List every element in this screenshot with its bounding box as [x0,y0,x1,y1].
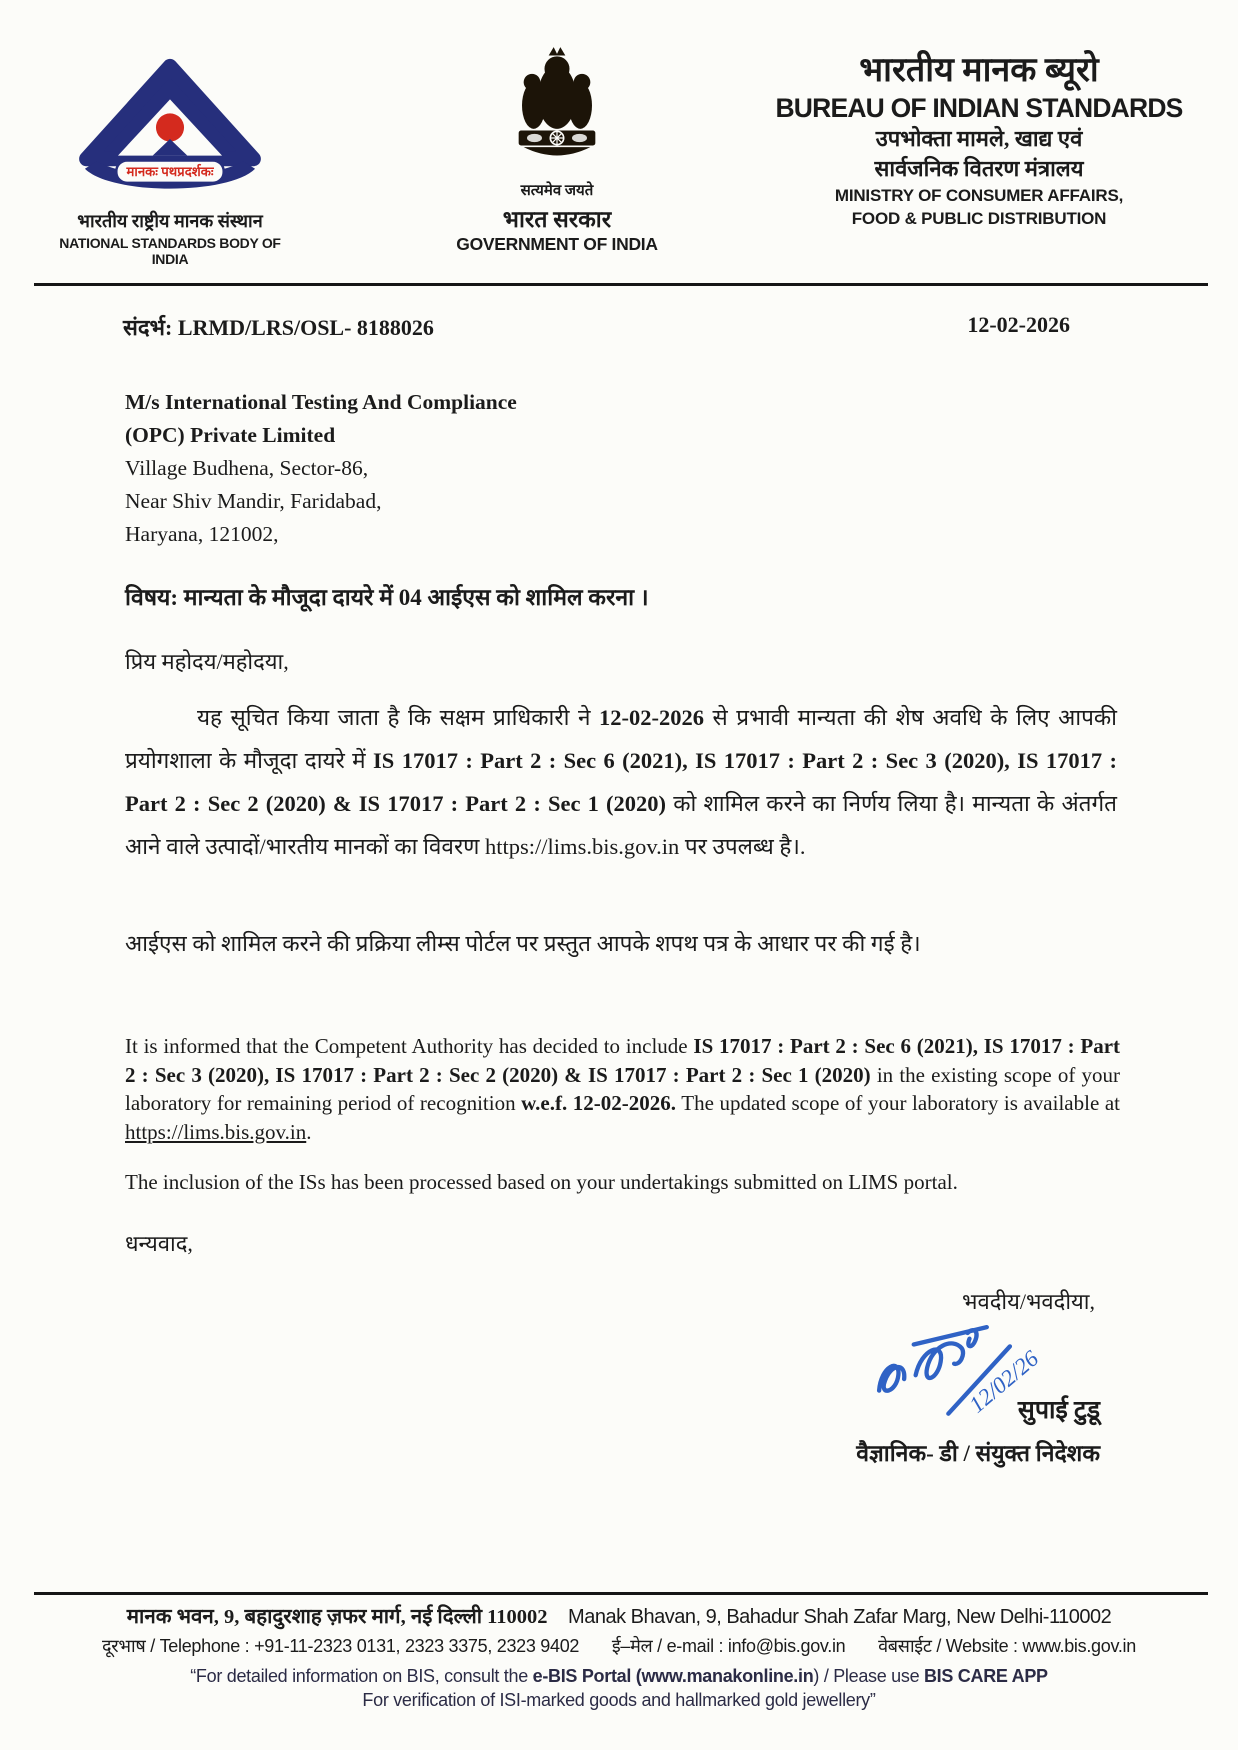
regards-line: भवदीय/भवदीया, [962,1289,1095,1314]
signatory-designation: वैज्ञानिक- डी / संयुक्त निदेशक [856,1441,1100,1466]
ashoka-emblem-icon [507,42,607,174]
govt-hindi: भारत सरकार [502,207,612,232]
recipient-name-line1: M/s International Testing And Compliance [125,390,517,414]
footer-contact-line [0,1634,1238,1658]
body-paragraph-hindi-1: यह सूचित किया जाता है कि सक्षम प्राधिकारी ने 12-02-2026 से प्रभावी मान्यता की शेष अवधि के लिए आपकी प्रयोगशाला के मौजूदा दायरे में IS 17017 : Part 2 : Sec 6 (2021), IS 17017 : Part 2 : Sec 3 (2020), IS 17017 : Part 2 : Sec 2 (2020) & IS 17017 : Part 2 : Sec 1 (2020) को शामिल करने का निर्णय लिया है। मान्यता के अंतर्गत आने वाले उत्पादों/भारतीय मानकों का विवरण https://lims.bis.gov.in पर उपलब्ध है।. [125,705,1117,859]
org-name-english: NATIONAL STANDARDS BODY OF INDIA [59,235,281,267]
bis-logo-block [44,50,296,267]
letter-date: 12-02-2026 [967,312,1070,337]
recipient-address [125,386,517,551]
org-name-hindi: भारतीय राष्ट्रीय मानक संस्थान [77,211,263,231]
recipient-address-line1: Village Budhena, Sector-86, [125,456,369,480]
bis-logo-icon [75,50,265,200]
footer-address-line [0,1602,1238,1630]
govt-english: GOVERNMENT OF INDIA [456,234,658,254]
signature-date: 12/02/26 [963,1344,1044,1418]
emblem-motto: सत्यमेव जयते [520,183,594,199]
bureau-title-hindi: भारतीय मानक ब्यूरो [859,52,1099,89]
header-divider [34,283,1208,286]
body-paragraph-english-1: It is informed that the Competent Authority has decided to include IS 17017 : Part 2 : Sec 6 (2021), IS 17017 : Part 2 : Sec 3 (2020), IS 17017 : Part 2 : Sec 2 (2020) & IS 17017 : Part 2 : Sec 1 (2020) in the existing scope of your laboratory for remaining period of recognition w.e.f. 12-02-2026. The updated scope of your laboratory is available at https://lims.bis.gov.in. [125,1034,1121,1144]
body-paragraph-english-2: The inclusion of the ISs has been processed based on your undertakings submitted on LIMS portal. [125,1170,958,1194]
footer-divider [34,1592,1208,1595]
recipient-address-line2: Near Shiv Mandir, Faridabad, [125,489,382,513]
ministry-english-line2: FOOD & PUBLIC DISTRIBUTION [851,209,1107,228]
govt-emblem-block [443,42,671,255]
footer-note-line2: For verification of ISI-marked goods and hallmarked gold jewellery” [362,1690,876,1710]
footer-address-english: Manak Bhavan, 9, Bahadur Shah Zafar Marg, New Delhi-110002 [568,1606,1112,1628]
footer-phone: दूरभाष / Telephone : +91-11-2323 0131, 2323 3375, 2323 9402 [102,1636,580,1656]
bureau-title-block [755,50,1203,230]
subject-line: विषय: मान्यता के मौजूदा दायरे में 04 आईएस को शामिल करना । [125,585,649,610]
footer-address-hindi: मानक भवन, 9, बहादुरशाह ज़फर मार्ग, नई दिल्ली 110002 [126,1606,548,1628]
ministry-hindi-line2: सार्वजनिक वितरण मंत्रालय [874,156,1084,181]
signatory-name: सुपाई टुडू [1017,1397,1100,1424]
body-paragraph-hindi-2: आईएस को शामिल करने की प्रक्रिया लीम्स पोर्टल पर प्रस्तुत आपके शपथ पत्र के आधार पर की गई है। [125,931,921,956]
reference-row [123,312,1070,342]
ministry-hindi-line1: उपभोक्ता मामले, खाद्य एवं [875,126,1083,151]
footer-email: ई–मेल / e-mail : info@bis.gov.in [611,1636,846,1656]
footer-website: वेबसाईट / Website : www.bis.gov.in [878,1636,1136,1656]
thanks-line: धन्यवाद, [125,1231,193,1256]
recipient-address-line3: Haryana, 121002, [125,522,279,546]
recipient-name-line2: (OPC) Private Limited [125,423,336,447]
salutation: प्रिय महोदय/महोदया, [125,649,289,674]
reference-number: संदर्भ: LRMD/LRS/OSL- 8188026 [123,315,434,340]
ministry-english-line1: MINISTRY OF CONSUMER AFFAIRS, [834,186,1124,205]
bureau-title-english: BUREAU OF INDIAN STANDARDS [775,93,1183,123]
logo-banner-text: मानकः पथप्रदर्शकः [126,164,214,180]
footer-note-line1: “For detailed information on BIS, consult the e-BIS Portal (www.manakonline.in) / Please use BIS CARE APP [190,1666,1048,1686]
